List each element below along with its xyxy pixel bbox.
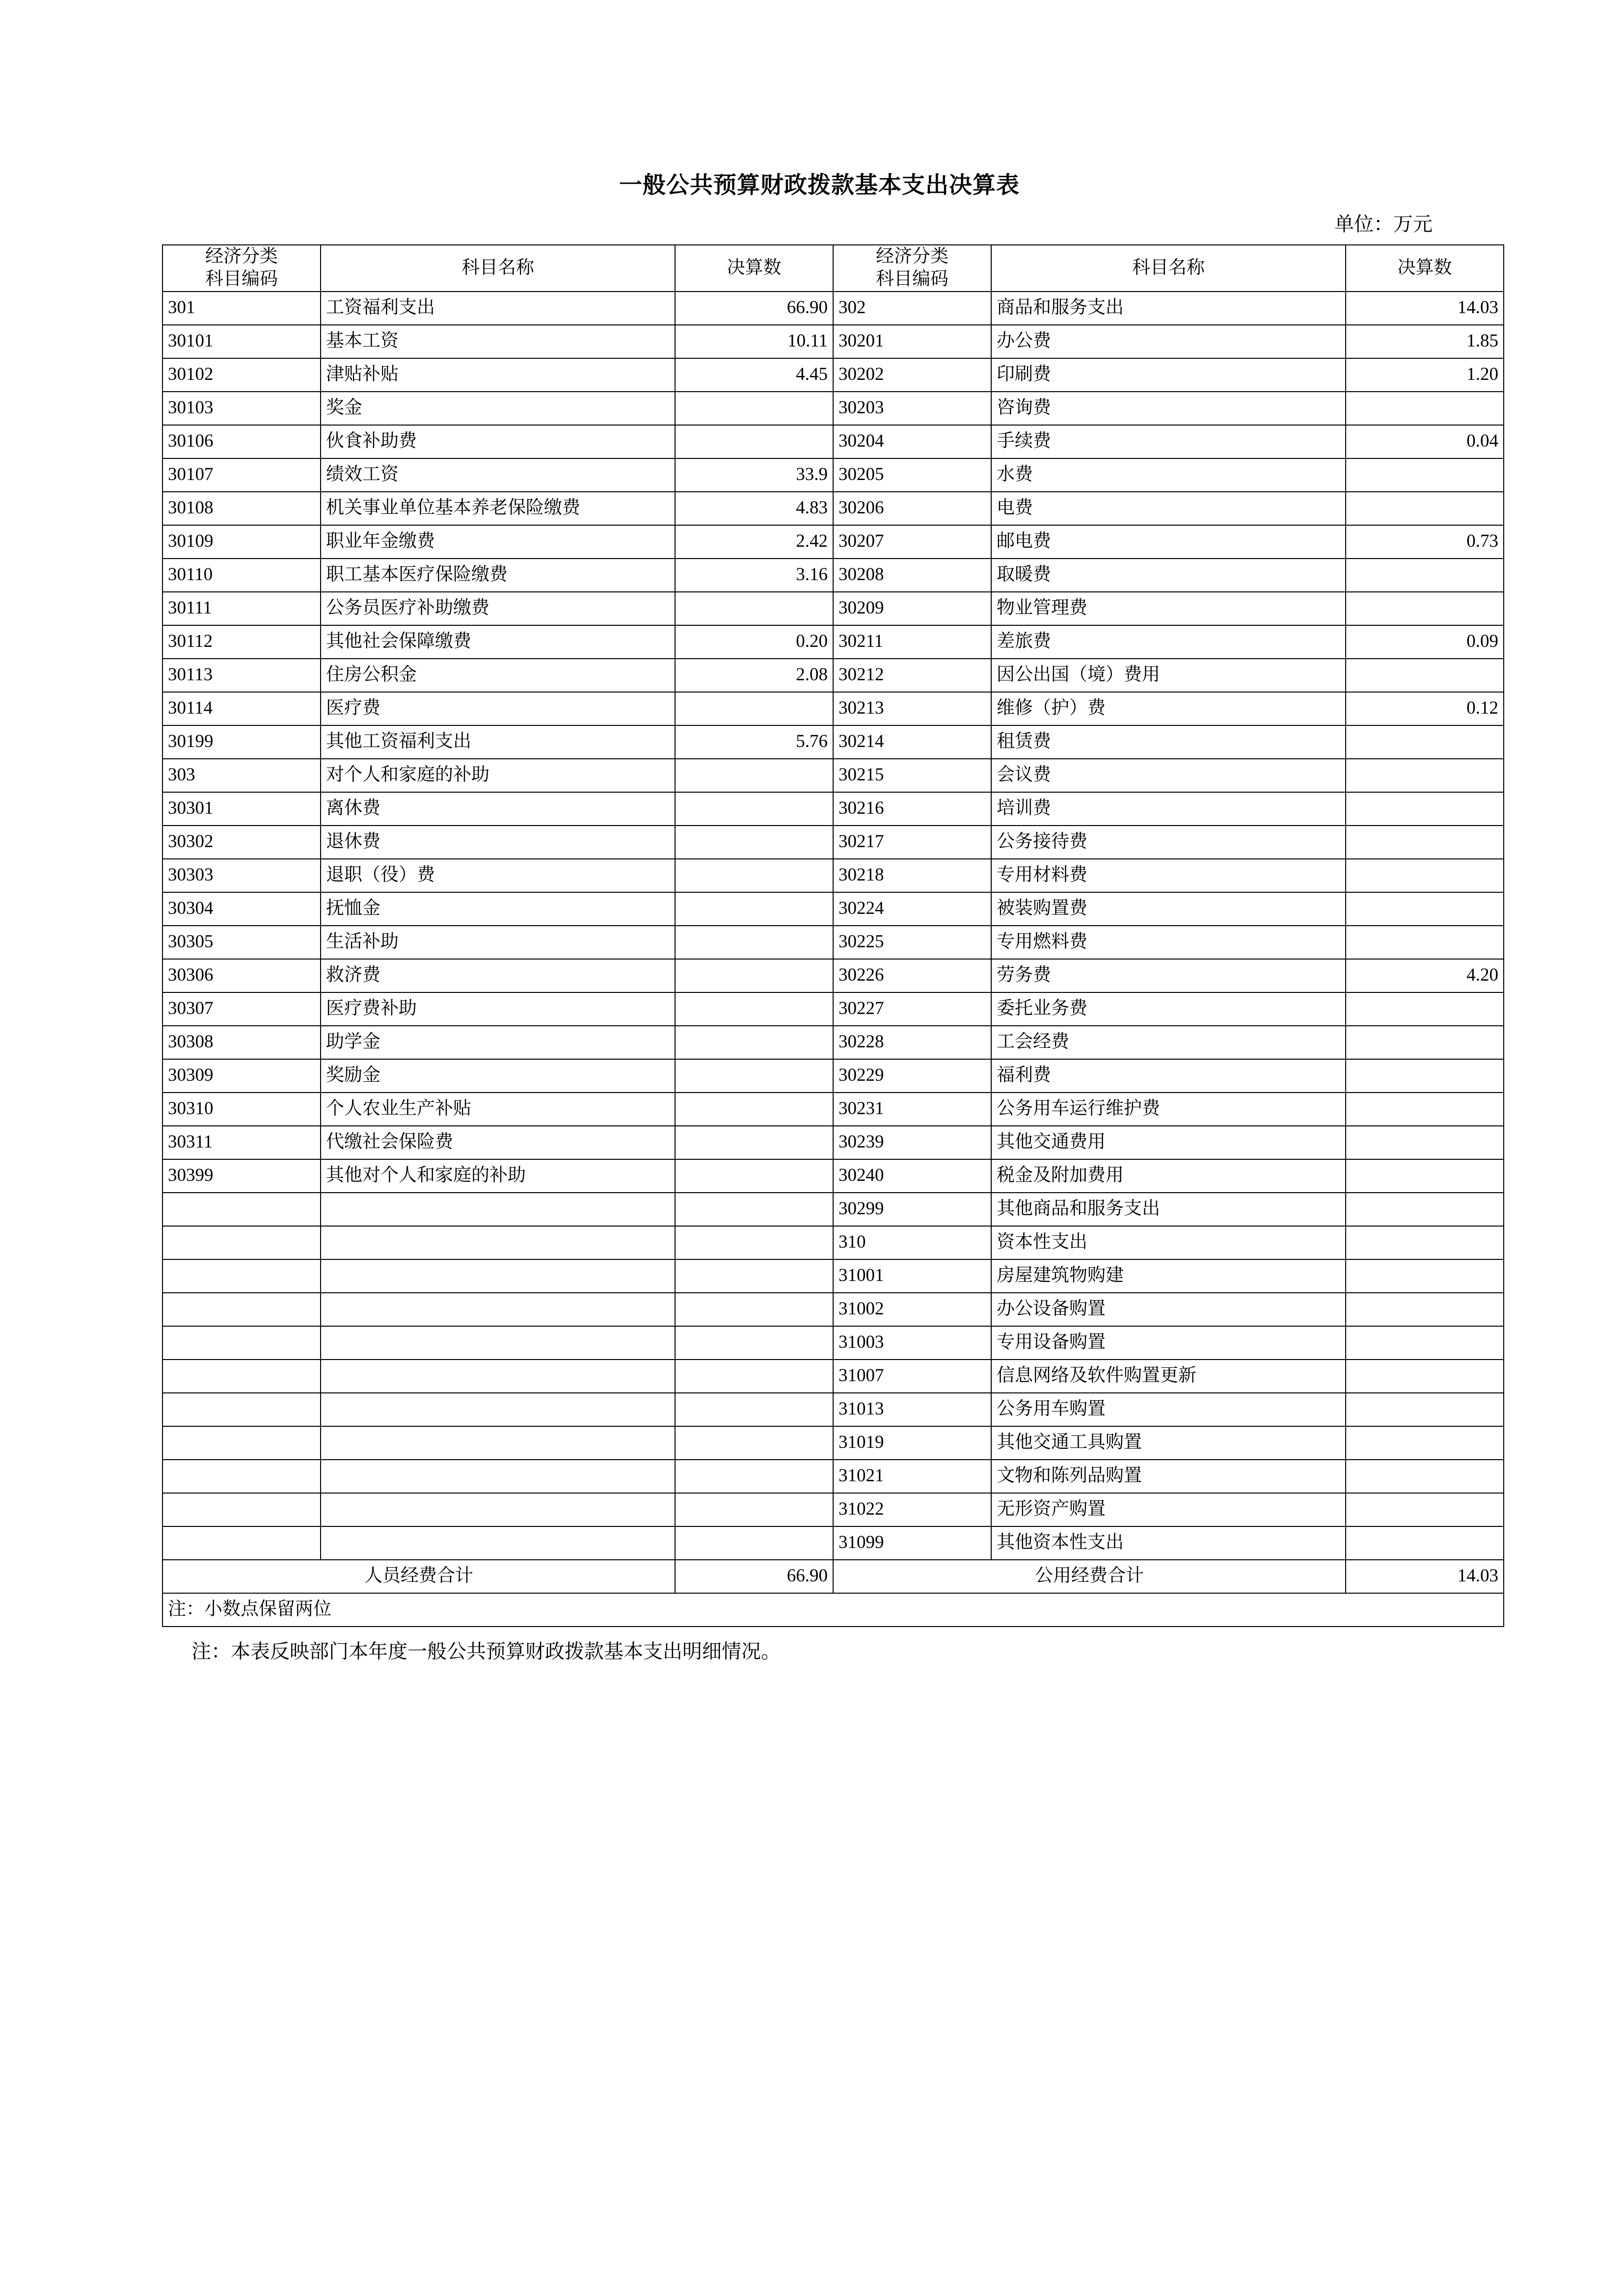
row-value-left <box>675 959 833 992</box>
row-value-right <box>1346 392 1504 425</box>
row-code-right: 31022 <box>833 1493 991 1526</box>
row-value-right <box>1346 1193 1504 1226</box>
row-value-left <box>675 692 833 725</box>
table-row <box>162 292 1504 325</box>
header-code-right <box>833 245 991 292</box>
row-name-left <box>321 1293 675 1326</box>
row-value-left <box>675 1259 833 1293</box>
row-name-left: 代缴社会保险费 <box>321 1126 675 1159</box>
row-name-right: 文物和陈列品购置 <box>991 1460 1346 1493</box>
row-name-left: 退职（役）费 <box>321 859 675 892</box>
row-name-right: 办公费 <box>991 325 1346 358</box>
row-name-right: 水费 <box>991 458 1346 492</box>
row-code-right: 310 <box>833 1226 991 1259</box>
total-left-label: 人员经费合计 <box>162 1560 675 1593</box>
row-value-left: 0.20 <box>675 625 833 659</box>
row-code-right: 31003 <box>833 1326 991 1360</box>
row-name-left: 退休费 <box>321 826 675 859</box>
row-code-right: 31007 <box>833 1360 991 1393</box>
total-left-value: 66.90 <box>675 1560 833 1593</box>
table-row <box>162 358 1504 392</box>
row-name-left: 职工基本医疗保险缴费 <box>321 559 675 592</box>
table-row <box>162 992 1504 1026</box>
row-value-left <box>675 1093 833 1126</box>
row-code-right: 30208 <box>833 559 991 592</box>
row-value-right: 14.03 <box>1346 292 1504 325</box>
row-value-left <box>675 1293 833 1326</box>
row-name-right: 专用设备购置 <box>991 1326 1346 1360</box>
table-row <box>162 325 1504 358</box>
table-row <box>162 1293 1504 1326</box>
row-code-right: 30215 <box>833 759 991 792</box>
row-value-right <box>1346 559 1504 592</box>
table-row <box>162 792 1504 826</box>
row-name-left: 医疗费 <box>321 692 675 725</box>
row-value-right <box>1346 1026 1504 1059</box>
row-value-right <box>1346 1493 1504 1526</box>
row-value-left: 4.45 <box>675 358 833 392</box>
table-note-row <box>162 1593 1504 1627</box>
row-code-right: 30216 <box>833 792 991 826</box>
table-header-row <box>162 245 1504 292</box>
row-value-right: 1.85 <box>1346 325 1504 358</box>
row-name-left <box>321 1360 675 1393</box>
table-row <box>162 1026 1504 1059</box>
row-value-left <box>675 926 833 959</box>
row-value-left <box>675 392 833 425</box>
table-row <box>162 659 1504 692</box>
row-code-right: 30217 <box>833 826 991 859</box>
row-code-left: 30301 <box>162 792 321 826</box>
row-code-right: 30209 <box>833 592 991 625</box>
row-code-right: 31019 <box>833 1426 991 1460</box>
row-name-left <box>321 1226 675 1259</box>
row-code-left: 30199 <box>162 725 321 759</box>
row-value-left <box>675 1460 833 1493</box>
table-row <box>162 959 1504 992</box>
row-value-left <box>675 425 833 458</box>
row-name-right: 培训费 <box>991 792 1346 826</box>
table-row <box>162 1193 1504 1226</box>
row-value-left: 4.83 <box>675 492 833 525</box>
row-code-right: 31013 <box>833 1393 991 1426</box>
table-row <box>162 525 1504 559</box>
row-value-right <box>1346 592 1504 625</box>
row-name-right: 工会经费 <box>991 1026 1346 1059</box>
row-code-right: 30212 <box>833 659 991 692</box>
table-row <box>162 826 1504 859</box>
row-code-left: 30304 <box>162 892 321 926</box>
row-code-left: 30110 <box>162 559 321 592</box>
row-name-right: 信息网络及软件购置更新 <box>991 1360 1346 1393</box>
row-code-right: 30239 <box>833 1126 991 1159</box>
row-value-left: 3.16 <box>675 559 833 592</box>
row-code-left: 30102 <box>162 358 321 392</box>
table-row <box>162 458 1504 492</box>
row-value-right <box>1346 458 1504 492</box>
row-code-left: 30310 <box>162 1093 321 1126</box>
header-value-left: 决算数 <box>675 245 833 292</box>
row-value-right <box>1346 859 1504 892</box>
header-code-right-line1: 经济分类 <box>876 246 948 267</box>
row-code-left: 30103 <box>162 392 321 425</box>
row-code-right: 30214 <box>833 725 991 759</box>
row-code-left <box>162 1193 321 1226</box>
row-value-right <box>1346 1226 1504 1259</box>
budget-table <box>162 244 1504 1627</box>
row-name-left: 其他社会保障缴费 <box>321 625 675 659</box>
row-name-right: 会议费 <box>991 759 1346 792</box>
row-name-right: 电费 <box>991 492 1346 525</box>
row-code-right: 31001 <box>833 1259 991 1293</box>
row-value-left: 66.90 <box>675 292 833 325</box>
row-value-left <box>675 1026 833 1059</box>
total-right-value: 14.03 <box>1346 1560 1504 1593</box>
footer-note: 注：本表反映部门本年度一般公共预算财政拨款基本支出明细情况。 <box>191 1640 781 1662</box>
row-code-left <box>162 1360 321 1393</box>
row-value-right: 0.73 <box>1346 525 1504 559</box>
row-code-left: 30111 <box>162 592 321 625</box>
row-name-left: 奖励金 <box>321 1059 675 1093</box>
row-name-left <box>321 1460 675 1493</box>
row-name-right: 物业管理费 <box>991 592 1346 625</box>
row-value-right <box>1346 992 1504 1026</box>
table-body <box>162 292 1504 1560</box>
row-name-left: 伙食补助费 <box>321 425 675 458</box>
row-name-right: 邮电费 <box>991 525 1346 559</box>
row-name-left: 个人农业生产补贴 <box>321 1093 675 1126</box>
row-name-right: 公务接待费 <box>991 826 1346 859</box>
row-code-left <box>162 1393 321 1426</box>
row-code-right: 30201 <box>833 325 991 358</box>
row-value-right <box>1346 725 1504 759</box>
row-code-left <box>162 1460 321 1493</box>
row-name-left: 其他工资福利支出 <box>321 725 675 759</box>
table-row <box>162 492 1504 525</box>
row-value-left <box>675 1126 833 1159</box>
row-value-right <box>1346 926 1504 959</box>
row-value-left: 2.08 <box>675 659 833 692</box>
row-value-left: 33.9 <box>675 458 833 492</box>
row-code-right: 30207 <box>833 525 991 559</box>
table-row <box>162 759 1504 792</box>
table-row <box>162 392 1504 425</box>
row-name-right: 其他资本性支出 <box>991 1526 1346 1560</box>
table-row <box>162 926 1504 959</box>
row-code-left: 30108 <box>162 492 321 525</box>
row-name-left: 公务员医疗补助缴费 <box>321 592 675 625</box>
row-value-left <box>675 1493 833 1526</box>
row-code-left: 30307 <box>162 992 321 1026</box>
table-row <box>162 859 1504 892</box>
row-name-left <box>321 1393 675 1426</box>
row-code-left: 30302 <box>162 826 321 859</box>
row-name-right: 租赁费 <box>991 725 1346 759</box>
header-value-right: 决算数 <box>1346 245 1504 292</box>
row-name-right: 因公出国（境）费用 <box>991 659 1346 692</box>
row-value-left <box>675 1159 833 1193</box>
row-name-right: 税金及附加费用 <box>991 1159 1346 1193</box>
row-code-left: 30306 <box>162 959 321 992</box>
row-name-left: 住房公积金 <box>321 659 675 692</box>
unit-label: 单位：万元 <box>1334 213 1433 235</box>
row-value-right: 0.04 <box>1346 425 1504 458</box>
row-name-left: 津贴补贴 <box>321 358 675 392</box>
row-code-left: 30308 <box>162 1026 321 1059</box>
header-code-left-line2: 科目编码 <box>205 269 278 290</box>
row-code-left <box>162 1493 321 1526</box>
row-value-right <box>1346 1126 1504 1159</box>
row-name-left: 机关事业单位基本养老保险缴费 <box>321 492 675 525</box>
row-value-right <box>1346 1426 1504 1460</box>
row-value-right <box>1346 659 1504 692</box>
row-code-left: 30101 <box>162 325 321 358</box>
header-code-right-line2: 科目编码 <box>876 269 948 290</box>
row-name-right: 手续费 <box>991 425 1346 458</box>
row-value-right <box>1346 1360 1504 1393</box>
row-value-right: 0.12 <box>1346 692 1504 725</box>
table-row <box>162 425 1504 458</box>
row-code-right: 30224 <box>833 892 991 926</box>
row-name-left: 助学金 <box>321 1026 675 1059</box>
row-code-right: 30204 <box>833 425 991 458</box>
row-value-right: 1.20 <box>1346 358 1504 392</box>
row-value-right <box>1346 1059 1504 1093</box>
row-name-left: 对个人和家庭的补助 <box>321 759 675 792</box>
row-code-left: 30309 <box>162 1059 321 1093</box>
row-value-right <box>1346 1393 1504 1426</box>
row-value-left <box>675 792 833 826</box>
row-code-right: 30202 <box>833 358 991 392</box>
row-value-left <box>675 1360 833 1393</box>
row-name-right: 福利费 <box>991 1059 1346 1093</box>
row-name-right: 房屋建筑物购建 <box>991 1259 1346 1293</box>
row-value-left <box>675 1226 833 1259</box>
row-name-left <box>321 1526 675 1560</box>
row-name-right: 专用燃料费 <box>991 926 1346 959</box>
row-code-left <box>162 1226 321 1259</box>
row-code-right: 31021 <box>833 1460 991 1493</box>
row-code-right: 31002 <box>833 1293 991 1326</box>
table-row <box>162 892 1504 926</box>
row-value-left <box>675 1193 833 1226</box>
row-code-right: 30205 <box>833 458 991 492</box>
row-name-right: 其他商品和服务支出 <box>991 1193 1346 1226</box>
row-name-right: 咨询费 <box>991 392 1346 425</box>
row-value-right <box>1346 1293 1504 1326</box>
row-name-left: 奖金 <box>321 392 675 425</box>
row-code-left: 303 <box>162 759 321 792</box>
table-row <box>162 725 1504 759</box>
row-value-right <box>1346 759 1504 792</box>
row-value-right <box>1346 892 1504 926</box>
row-value-left <box>675 1393 833 1426</box>
row-code-left <box>162 1293 321 1326</box>
row-name-left: 医疗费补助 <box>321 992 675 1026</box>
row-name-right: 专用材料费 <box>991 859 1346 892</box>
row-name-left <box>321 1259 675 1293</box>
row-value-left: 10.11 <box>675 325 833 358</box>
row-code-right: 31099 <box>833 1526 991 1560</box>
row-name-right: 差旅费 <box>991 625 1346 659</box>
row-name-right: 其他交通费用 <box>991 1126 1346 1159</box>
row-code-left: 30109 <box>162 525 321 559</box>
table-row <box>162 625 1504 659</box>
table-row <box>162 1093 1504 1126</box>
row-name-right: 印刷费 <box>991 358 1346 392</box>
row-value-left <box>675 1059 833 1093</box>
row-name-right: 委托业务费 <box>991 992 1346 1026</box>
row-value-left <box>675 892 833 926</box>
table-row <box>162 592 1504 625</box>
row-code-right: 30213 <box>833 692 991 725</box>
table-row <box>162 1526 1504 1560</box>
table-row <box>162 1393 1504 1426</box>
row-code-right: 30225 <box>833 926 991 959</box>
row-code-left: 30107 <box>162 458 321 492</box>
totals-row <box>162 1560 1504 1593</box>
row-value-left: 5.76 <box>675 725 833 759</box>
header-code-left-line1: 经济分类 <box>205 246 278 267</box>
row-value-right: 0.09 <box>1346 625 1504 659</box>
row-value-left <box>675 1326 833 1360</box>
row-code-left <box>162 1326 321 1360</box>
table-row <box>162 1126 1504 1159</box>
row-code-left: 30311 <box>162 1126 321 1159</box>
row-name-right: 公务用车运行维护费 <box>991 1093 1346 1126</box>
row-name-left: 生活补助 <box>321 926 675 959</box>
row-name-left: 救济费 <box>321 959 675 992</box>
row-name-left <box>321 1326 675 1360</box>
table-row <box>162 1226 1504 1259</box>
row-name-left: 绩效工资 <box>321 458 675 492</box>
row-code-right: 30299 <box>833 1193 991 1226</box>
row-value-right <box>1346 1093 1504 1126</box>
row-value-left <box>675 992 833 1026</box>
table-row <box>162 692 1504 725</box>
row-value-right <box>1346 1326 1504 1360</box>
table-row <box>162 1460 1504 1493</box>
row-name-right: 其他交通工具购置 <box>991 1426 1346 1460</box>
row-name-left: 职业年金缴费 <box>321 525 675 559</box>
row-value-left <box>675 826 833 859</box>
row-value-left <box>675 759 833 792</box>
row-value-right <box>1346 792 1504 826</box>
row-name-right: 劳务费 <box>991 959 1346 992</box>
row-code-left: 30399 <box>162 1159 321 1193</box>
table-note: 注：小数点保留两位 <box>162 1593 1504 1627</box>
row-code-left: 30305 <box>162 926 321 959</box>
row-code-right: 30206 <box>833 492 991 525</box>
table-row <box>162 1259 1504 1293</box>
row-code-right: 30211 <box>833 625 991 659</box>
row-value-left: 2.42 <box>675 525 833 559</box>
table-row <box>162 1493 1504 1526</box>
page-title: 一般公共预算财政拨款基本支出决算表 <box>619 172 1020 198</box>
row-code-left: 30303 <box>162 859 321 892</box>
row-name-right: 维修（护）费 <box>991 692 1346 725</box>
row-code-right: 30226 <box>833 959 991 992</box>
row-code-left <box>162 1526 321 1560</box>
table-row <box>162 1426 1504 1460</box>
row-name-right: 办公设备购置 <box>991 1293 1346 1326</box>
row-name-left <box>321 1493 675 1526</box>
table-row <box>162 1159 1504 1193</box>
row-value-right <box>1346 492 1504 525</box>
row-value-left <box>675 1426 833 1460</box>
row-code-right: 302 <box>833 292 991 325</box>
row-name-left: 其他对个人和家庭的补助 <box>321 1159 675 1193</box>
row-value-left <box>675 592 833 625</box>
row-code-left: 30112 <box>162 625 321 659</box>
header-name-right: 科目名称 <box>991 245 1346 292</box>
row-name-right: 无形资产购置 <box>991 1493 1346 1526</box>
row-name-left: 基本工资 <box>321 325 675 358</box>
row-value-left <box>675 859 833 892</box>
row-code-right: 30231 <box>833 1093 991 1126</box>
row-name-left: 抚恤金 <box>321 892 675 926</box>
row-code-left: 30106 <box>162 425 321 458</box>
row-name-left <box>321 1193 675 1226</box>
total-right-label: 公用经费合计 <box>833 1560 1346 1593</box>
row-code-left <box>162 1259 321 1293</box>
row-code-left: 30114 <box>162 692 321 725</box>
row-name-left <box>321 1426 675 1460</box>
row-value-right <box>1346 1526 1504 1560</box>
table-row <box>162 1360 1504 1393</box>
row-code-right: 30227 <box>833 992 991 1026</box>
table-row <box>162 559 1504 592</box>
row-name-right: 取暖费 <box>991 559 1346 592</box>
row-value-right <box>1346 1159 1504 1193</box>
row-name-right: 资本性支出 <box>991 1226 1346 1259</box>
row-code-right: 30240 <box>833 1159 991 1193</box>
row-value-right <box>1346 1259 1504 1293</box>
row-name-right: 公务用车购置 <box>991 1393 1346 1426</box>
row-value-right: 4.20 <box>1346 959 1504 992</box>
row-code-right: 30203 <box>833 392 991 425</box>
row-value-left <box>675 1526 833 1560</box>
row-name-left: 工资福利支出 <box>321 292 675 325</box>
row-name-right: 被装购置费 <box>991 892 1346 926</box>
table-row <box>162 1326 1504 1360</box>
row-code-right: 30218 <box>833 859 991 892</box>
header-code-left <box>162 245 321 292</box>
row-code-left: 301 <box>162 292 321 325</box>
row-value-right <box>1346 826 1504 859</box>
row-code-right: 30228 <box>833 1026 991 1059</box>
header-name-left: 科目名称 <box>321 245 675 292</box>
row-code-right: 30229 <box>833 1059 991 1093</box>
table-row <box>162 1059 1504 1093</box>
row-code-left: 30113 <box>162 659 321 692</box>
row-value-right <box>1346 1460 1504 1493</box>
row-name-right: 商品和服务支出 <box>991 292 1346 325</box>
row-code-left <box>162 1426 321 1460</box>
row-name-left: 离休费 <box>321 792 675 826</box>
